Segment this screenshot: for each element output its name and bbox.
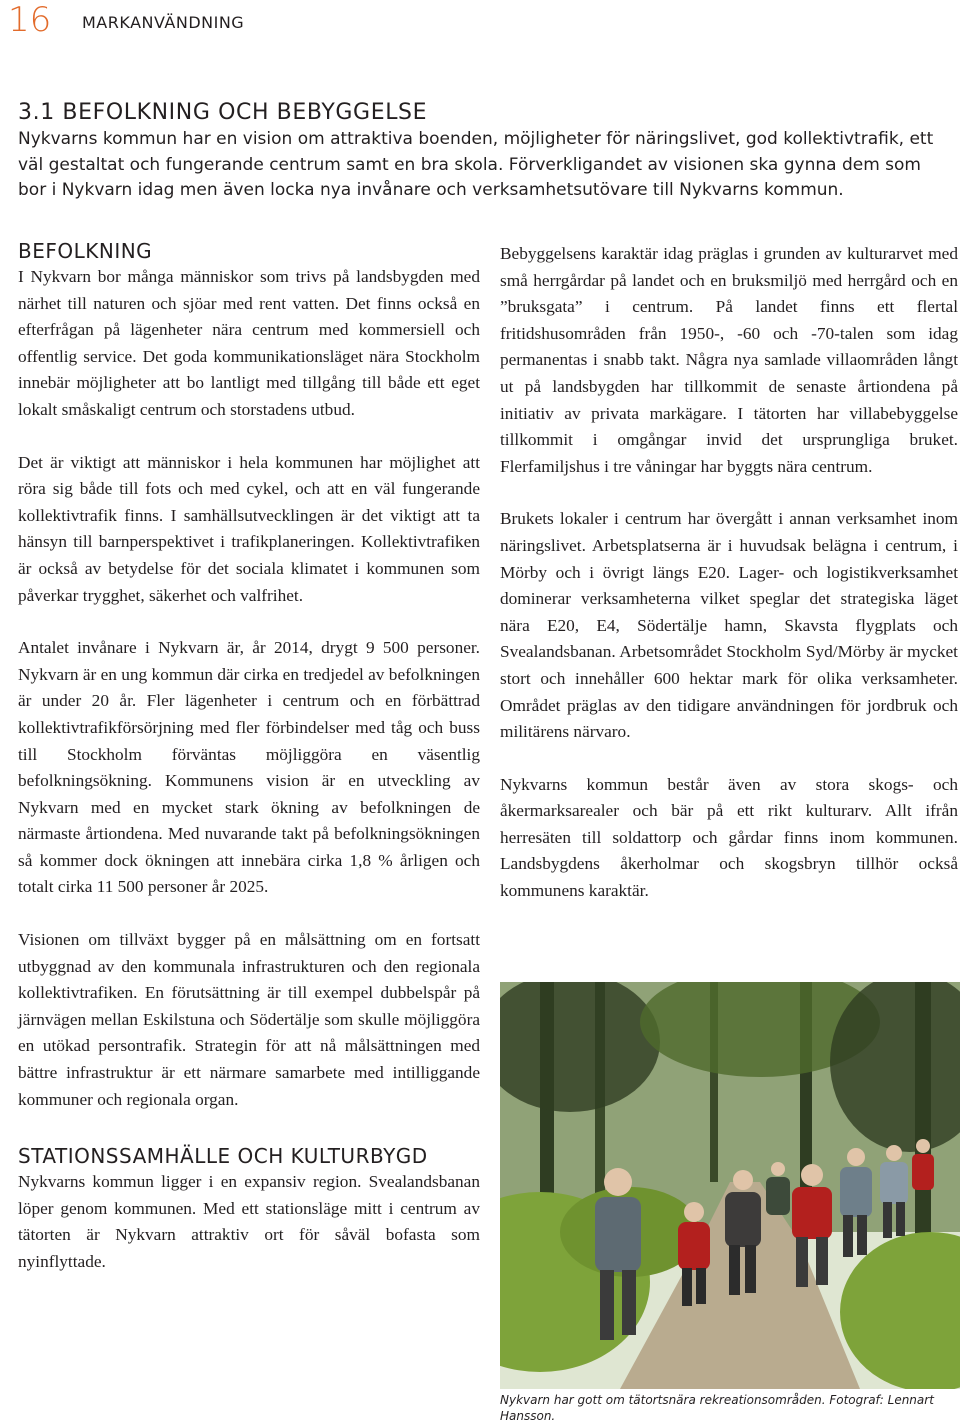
heading-befolkning: BEFOLKNING [18,239,153,263]
right-column [500,241,958,905]
running-head: MARKANVÄNDNING [82,13,245,32]
paragraph: Brukets lokaler i centrum har övergått i annan verksamhet inom näringslivet. Arbetsplatserna är i huvudsak belägna i centrum, i Mörby och i övrigt längs E20. Lager- och logistikverksamhet dominerar verksamheterna vilket speglar det strategiska läget nära E20, E4, Södertälje hamn, Skavsta flygplats och Svealandsbanan. Arbetsområdet Stockholm Syd/Mörby är mycket stort och innehåller 600 hektar mark för olika verksamheter. Området präglas av den tidigare användningen för jordbruk och militärens närvaro. [500,509,958,742]
page-number: 16 [8,0,52,40]
paragraph: Nykvarns kommun består även av stora skogs- och åkermarksarealer och bär på ett rikt kulturarv. Allt ifrån herresäten till soldattorp och gårdar finns inom kommunen. Landsbygdens åkerholmar och skogsbryn tillhör också kommunens karaktär. [500,774,958,901]
left-column [18,238,480,1276]
photo-caption: Nykvarn har gott om tätortsnära rekreationsområden. Fotograf: Lennart Hansson. [500,1393,934,1423]
paragraph: I Nykvarn bor många människor som trivs på landsbygden med närhet till naturen och sjöar med rent vatten. Det finns också en efterfrågan på lägenheter nära centrum med kommersiell och offentlig service. Det goda kommunikationsläget nära Stockholm innebär möjligheter att bo lantligt med tillgång till både ett eget lokalt småskaligt centrum och storstadens utbud. [18,267,480,419]
paragraph: Det är viktigt att människor i hela kommunen har möjlighet att röra sig både till fots och med cykel, och att en väl fungerande kollektivtrafik finns. I samhällsutvecklingen är det viktigt att ta hänsyn till barnperspektivet i trafikplaneringen. Kollektivtrafiken är också av betydelse för det sociala klimatet i kommunen som påverkar trygghet, säkerhet och valfrihet. [18,452,480,605]
paragraph: Visionen om tillväxt bygger på en målsättning om en fortsatt utbyggnad av den kommunala infrastrukturen och den regionala kollektivtrafiken. En förutsättning är till exempel dubbelspår på järnvägen mellan Eskilstuna och Södertälje som skulle möjliggöra en utökad persontrafik. Strategin för att nå målsättningen med bättre infrastruktur är ett närmare samarbete med intilliggande kommuner och regionala organ. [18,930,480,1109]
paragraph: Antalet invånare i Nykvarn är, år 2014, drygt 9 500 personer. Nykvarn är en ung kommun där cirka en tredjedel av befolkningen är under 20 år. Fler lägenheter i centrum och en förbättrad kollektivtrafikförsörjning med fler förbindelser med tåg och buss till Stockholm förväntas möjliggöra en väsentlig befolkningsökning. Kommunens vision är en utveckling av Nykvarn med en mycket stark ökning av befolkningen de närmaste årtiondena. Med nuvarande takt på befolkningsökningen så kommer dock ökningen att innebära cirka 1,8 % årligen och totalt cirka 11 500 personer år 2025. [18,638,480,897]
forest-walk-photo [500,982,960,1389]
paragraph: Nykvarns kommun ligger i en expansiv region. Svealandsbanan löper genom kommunen. Med ett stationsläge mitt i centrum av tätorten är Nykvarn attraktiv ort för såväl bofasta som nyinflyttade. [18,1172,480,1271]
heading-stationssamhalle: STATIONSSAMHÄLLE OCH KULTURBYGD [18,1144,428,1169]
paragraph: Bebyggelsens karaktär idag präglas i grunden av kulturarvet med små herrgårdar på landet och en bruksmiljö med herrgård och en ”bruksgata” i centrum. På landet finns ett flertal fritidshusområden från 1950-, -60 och -70-talen som idag permanentas i snabb takt. Några nya samlade villaområden långt ut på landsbygden har tillkommit de senaste årtiondena på initiativ av privata markägare. I tätorten har villabebyggelse tillkommit i omgångar invid det ursprungliga bruket. Flerfamiljshus i tre våningar har byggts nära centrum. [500,244,958,476]
section-intro: Nykvarns kommun har en vision om attraktiva boenden, möjligheter för näringslivet, god kollektivtrafik, ett väl gestaltat och fungerande centrum samt en bra skola. Förverkligandet av visionen ska gynna dem som bor i Nykvarn idag men även locka nya invånare och verksamhetsutövare till Nykvarns kommun. [18,129,934,200]
section-title: 3.1 BEFOLKNING OCH BEBYGGELSE [18,100,428,125]
photo-illustration [500,982,960,1389]
